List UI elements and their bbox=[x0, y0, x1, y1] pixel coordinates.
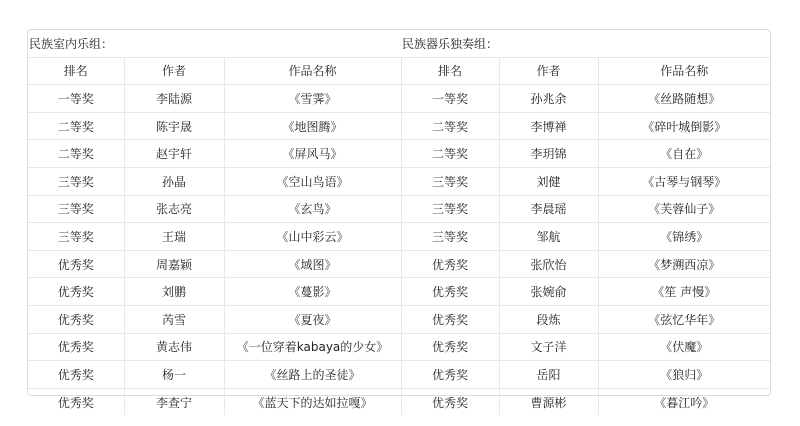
column-header: 排名 bbox=[401, 57, 499, 85]
column-header: 作者 bbox=[124, 57, 224, 85]
table-cell: 《弦忆华年》 bbox=[598, 305, 770, 333]
table-cell: 《芙蓉仙子》 bbox=[598, 195, 770, 223]
table-cell: 《雪霁》 bbox=[224, 85, 401, 113]
awards-table-body bbox=[28, 30, 770, 415]
table-cell: 孙兆余 bbox=[499, 85, 598, 113]
table-cell: 《夏夜》 bbox=[224, 305, 401, 333]
table-cell: 二等奖 bbox=[401, 140, 499, 168]
table-cell: 优秀奖 bbox=[401, 361, 499, 389]
table-cell: 李博禅 bbox=[499, 112, 598, 140]
table-cell: 《梦溯西凉》 bbox=[598, 250, 770, 278]
column-header: 作品名称 bbox=[224, 57, 401, 85]
table-cell: 芮雪 bbox=[124, 305, 224, 333]
table-cell: 《玄鸟》 bbox=[224, 195, 401, 223]
table-cell: 李陆源 bbox=[124, 85, 224, 113]
table-cell: 二等奖 bbox=[28, 112, 124, 140]
table-cell: 周嘉颖 bbox=[124, 250, 224, 278]
table-cell: 优秀奖 bbox=[28, 388, 124, 415]
column-header: 作品名称 bbox=[598, 57, 770, 85]
table-cell: 三等奖 bbox=[401, 167, 499, 195]
table-row bbox=[28, 305, 770, 333]
table-cell: 孙晶 bbox=[124, 167, 224, 195]
table-cell: 刘健 bbox=[499, 167, 598, 195]
table-cell: 《锦绣》 bbox=[598, 223, 770, 251]
table-cell: 《一位穿着kabaya的少女》 bbox=[224, 333, 401, 361]
table-row bbox=[28, 112, 770, 140]
table-cell: 优秀奖 bbox=[401, 333, 499, 361]
table-cell: 《碎叶城倒影》 bbox=[598, 112, 770, 140]
table-cell: 李晨瑶 bbox=[499, 195, 598, 223]
table-cell: 《空山鸟语》 bbox=[224, 167, 401, 195]
table-cell: 张婉俞 bbox=[499, 278, 598, 306]
table-cell: 优秀奖 bbox=[401, 250, 499, 278]
table-cell: 优秀奖 bbox=[28, 305, 124, 333]
table-cell: 二等奖 bbox=[28, 140, 124, 168]
table-cell: 优秀奖 bbox=[401, 278, 499, 306]
table-cell: 赵宇轩 bbox=[124, 140, 224, 168]
table-cell: 《蔓影》 bbox=[224, 278, 401, 306]
group-title-solo: 民族器乐独奏组： bbox=[402, 36, 499, 51]
table-cell: 杨一 bbox=[124, 361, 224, 389]
table-cell: 《笙 声慢》 bbox=[598, 278, 770, 306]
table-row bbox=[28, 250, 770, 278]
table-cell: 优秀奖 bbox=[28, 361, 124, 389]
table-cell: 李查宁 bbox=[124, 388, 224, 415]
table-cell: 张欣怡 bbox=[499, 250, 598, 278]
table-cell: 《丝路随想》 bbox=[598, 85, 770, 113]
table-cell: 一等奖 bbox=[401, 85, 499, 113]
awards-table bbox=[28, 30, 770, 415]
table-cell: 王瑞 bbox=[124, 223, 224, 251]
group-title-chamber: 民族室内乐组： bbox=[29, 36, 114, 51]
table-cell: 《蓝天下的达如拉嘎》 bbox=[224, 388, 401, 415]
table-cell: 《丝路上的圣徒》 bbox=[224, 361, 401, 389]
table-cell: 《古琴与钢琴》 bbox=[598, 167, 770, 195]
table-cell: 《地图腾》 bbox=[224, 112, 401, 140]
table-cell: 三等奖 bbox=[28, 195, 124, 223]
table-cell: 曹源彬 bbox=[499, 388, 598, 415]
table-cell: 张志亮 bbox=[124, 195, 224, 223]
table-cell: 岳阳 bbox=[499, 361, 598, 389]
table-cell: 文子洋 bbox=[499, 333, 598, 361]
table-row bbox=[28, 361, 770, 389]
table-cell: 一等奖 bbox=[28, 85, 124, 113]
table-cell: 优秀奖 bbox=[28, 278, 124, 306]
table-row bbox=[28, 333, 770, 361]
table-cell: 《屏风马》 bbox=[224, 140, 401, 168]
table-cell: 优秀奖 bbox=[28, 250, 124, 278]
table-cell: 黄志伟 bbox=[124, 333, 224, 361]
table-cell: 邹航 bbox=[499, 223, 598, 251]
table-cell: 刘鹏 bbox=[124, 278, 224, 306]
table-cell: 三等奖 bbox=[401, 195, 499, 223]
table-row bbox=[28, 195, 770, 223]
table-cell: 《山中彩云》 bbox=[224, 223, 401, 251]
table-row bbox=[28, 140, 770, 168]
table-cell: 优秀奖 bbox=[401, 305, 499, 333]
table-cell: 《暮江吟》 bbox=[598, 388, 770, 415]
table-cell: 《域图》 bbox=[224, 250, 401, 278]
table-row bbox=[28, 278, 770, 306]
table-row bbox=[28, 85, 770, 113]
table-cell: 《伏魔》 bbox=[598, 333, 770, 361]
table-cell: 优秀奖 bbox=[401, 388, 499, 415]
table-cell: 三等奖 bbox=[28, 167, 124, 195]
group-title-row bbox=[28, 30, 770, 57]
table-cell: 陈宇晟 bbox=[124, 112, 224, 140]
table-row bbox=[28, 223, 770, 251]
table-cell: 《狼归》 bbox=[598, 361, 770, 389]
table-row bbox=[28, 388, 770, 415]
header-row bbox=[28, 57, 770, 85]
table-cell: 优秀奖 bbox=[28, 333, 124, 361]
awards-table-frame bbox=[27, 29, 771, 410]
table-row bbox=[28, 167, 770, 195]
table-cell: 二等奖 bbox=[401, 112, 499, 140]
table-cell: 李玥锦 bbox=[499, 140, 598, 168]
column-header: 排名 bbox=[28, 57, 124, 85]
column-header: 作者 bbox=[499, 57, 598, 85]
table-cell: 三等奖 bbox=[28, 223, 124, 251]
table-cell: 《自在》 bbox=[598, 140, 770, 168]
table-cell: 段炼 bbox=[499, 305, 598, 333]
table-cell: 三等奖 bbox=[401, 223, 499, 251]
